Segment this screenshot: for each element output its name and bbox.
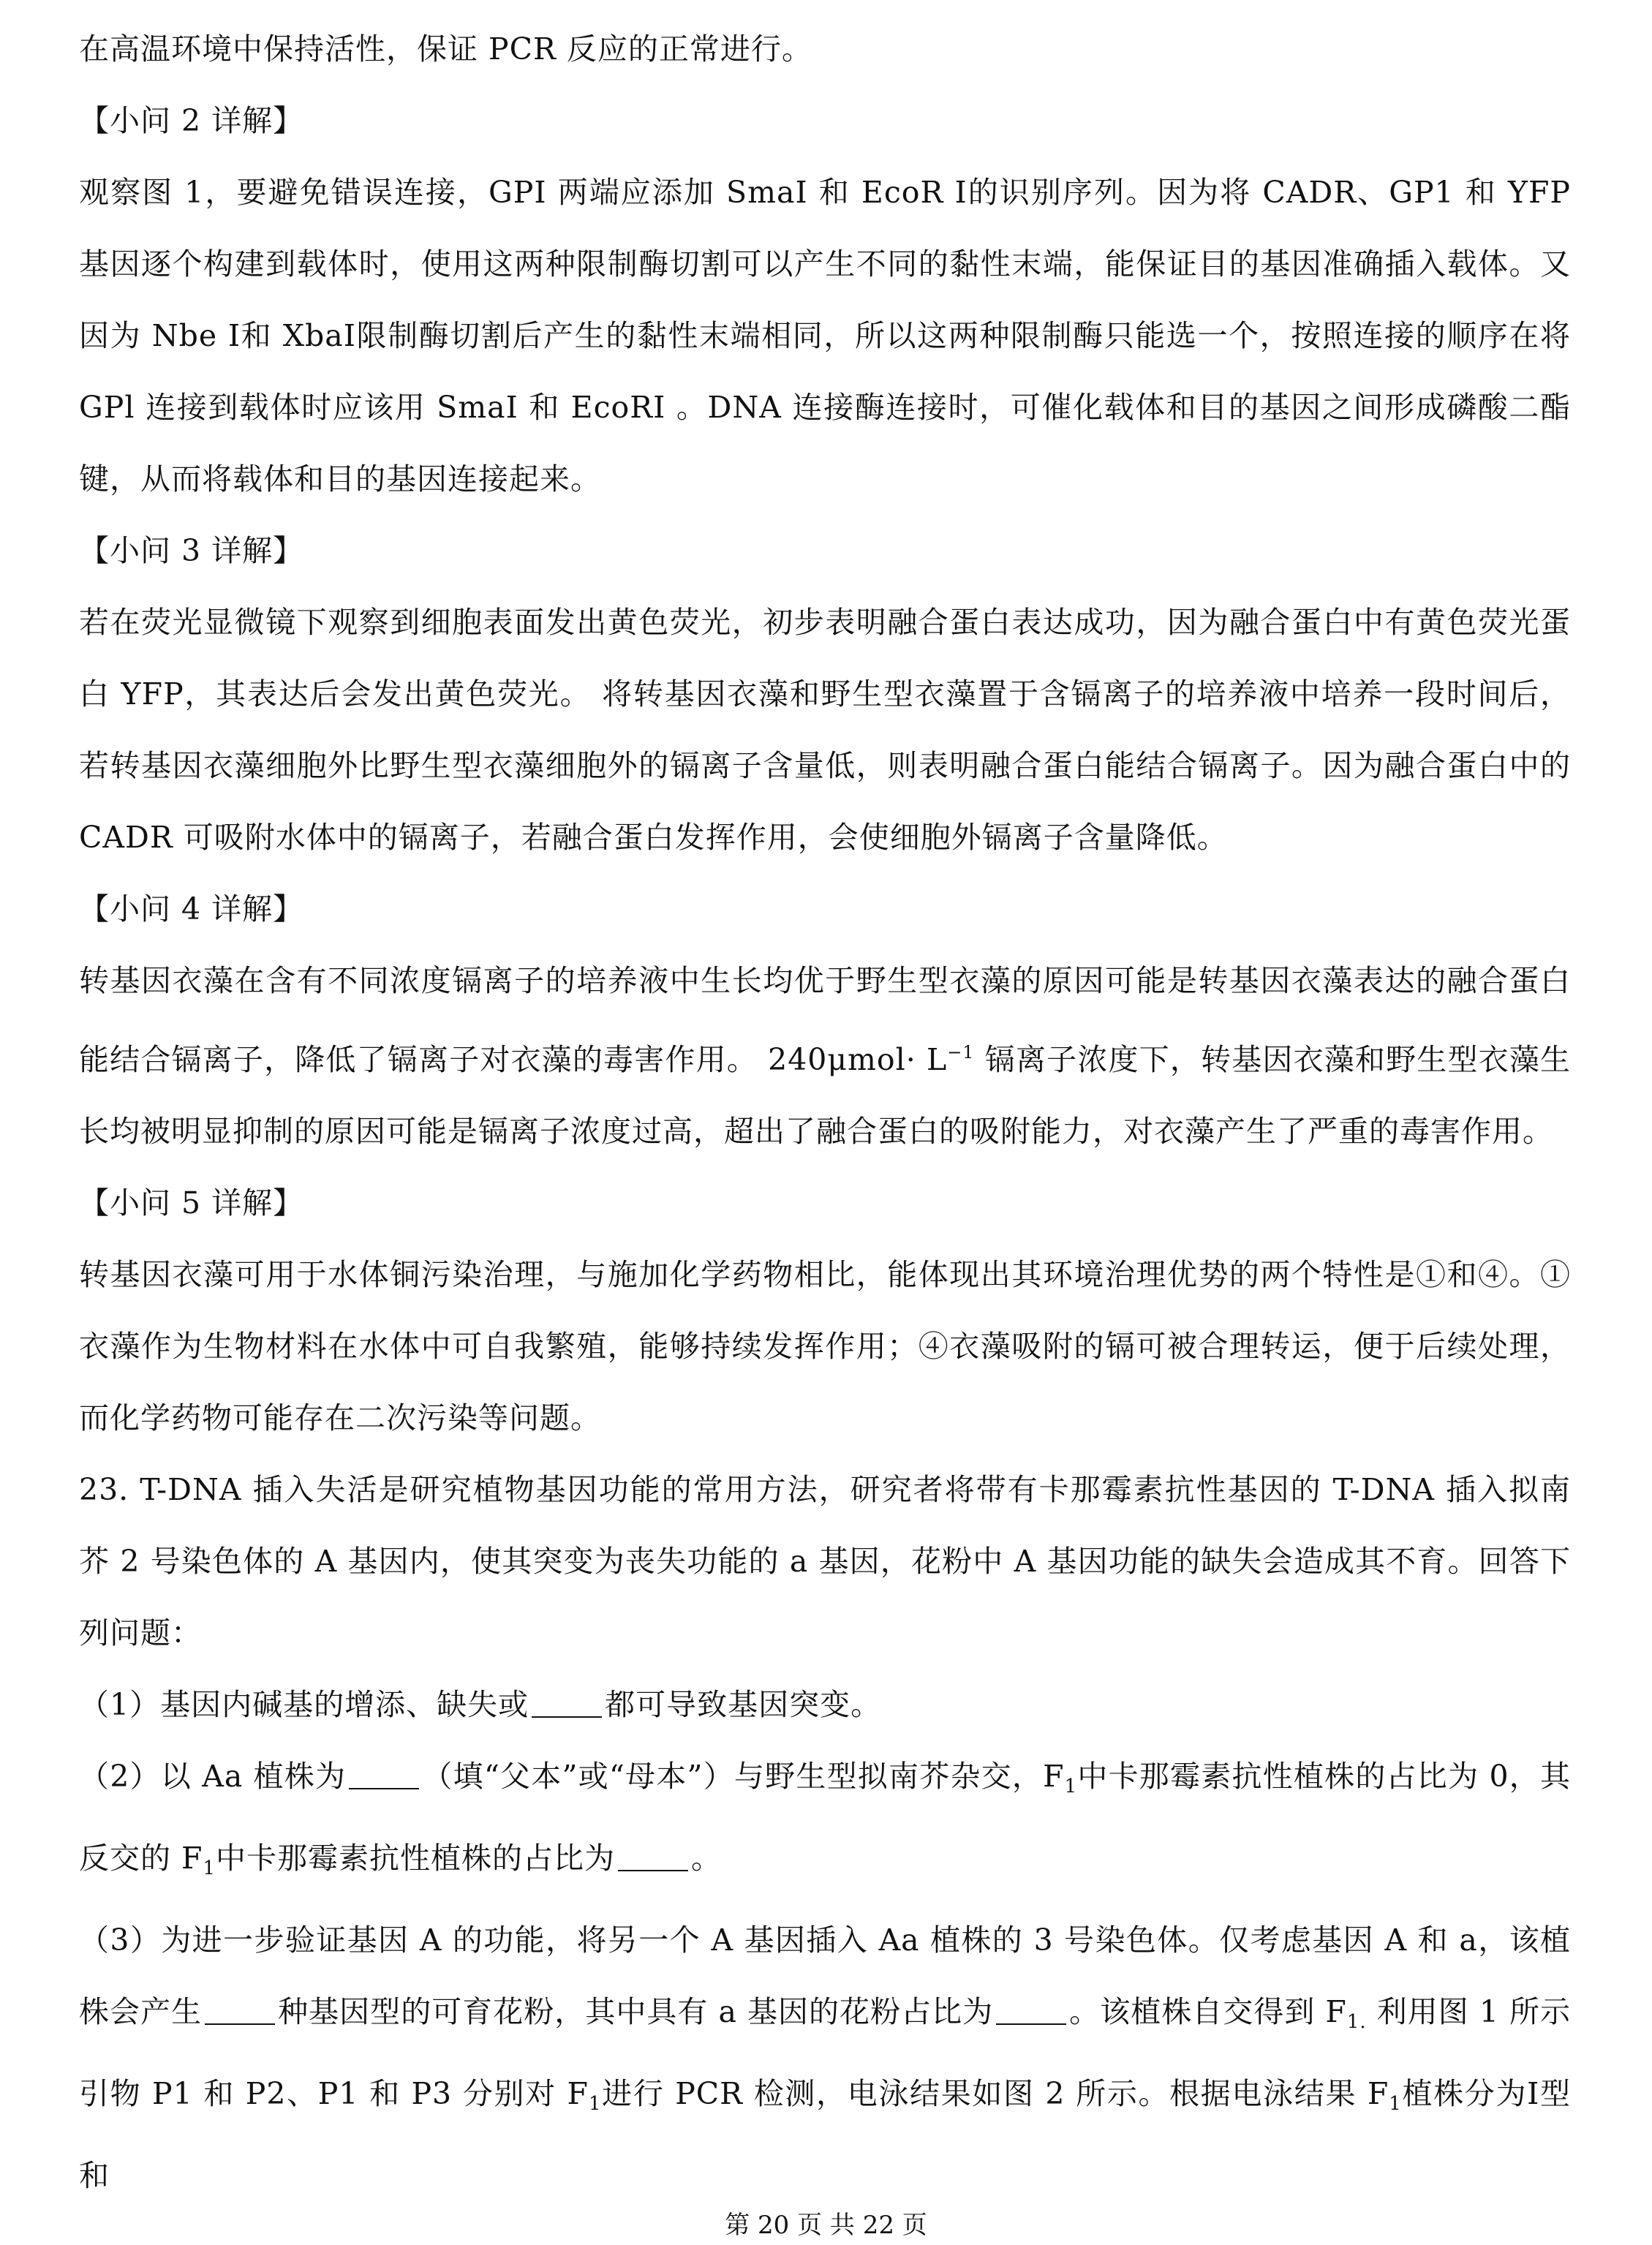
paragraph-q4-answer (79, 945, 1571, 1167)
q3-text-f: 植株分为I型和 (79, 2076, 1571, 2193)
q3-text-a: （3）为进一步验证基因 A 的功能，将另一个 A 基因插入 Aa 植株的 3 号染色体。仅考虑基因 A 和 a，该植株会产生 (79, 1923, 1571, 2029)
q1-text-a: （1）基因内碱基的增添、缺失或 (79, 1687, 529, 1722)
q2-text-d: 中卡那霉素抗性植株的占比为 (216, 1841, 616, 1876)
q3-text-c: 。该植株自交得到 F (1069, 1994, 1347, 2029)
q3-text-b: 种基因型的可育花粉，其中具有 a 基因的花粉占比为 (278, 1994, 994, 2029)
q4-text-part1: 转基因衣藻在含有不同浓度镉离子的培养液中生长均优于野生型衣藻的原因可能是转基因衣藻表达的融合蛋白能结合镉离子，降低了镉离子对衣藻的毒害作用。 240μmol· L (79, 963, 1571, 1077)
question-23-part3 (79, 1904, 1571, 2211)
q2-text-a: （2）以 Aa 植株为 (79, 1759, 347, 1794)
f1-subscript: 1. (1346, 2011, 1367, 2033)
f1-subscript: 1 (588, 2093, 602, 2115)
question-23-part1 (79, 1669, 1571, 1740)
section-heading-q4: 【小问 4 详解】 (79, 891, 304, 927)
paragraph-pcr: 在高温环境中保持活性，保证 PCR 反应的正常进行。 (79, 31, 812, 67)
answer-blank (349, 1763, 419, 1789)
q2-text-c: 中卡那霉素抗性植株的占比为 0，其反交的 F (79, 1759, 1571, 1876)
answer-blank (996, 1999, 1066, 2025)
answer-blank (618, 1845, 688, 1871)
paragraph-q5-answer: 转基因衣藻可用于水体铜污染治理，与施加化学药物相比，能体现出其环境治理优势的两个特性是①和④。①衣藻作为生物材料在水体中可自我繁殖，能够持续发挥作用；④衣藻吸附的镉可被合理转运，便于后续处理，而化学药物可能存在二次污染等问题。 (79, 1257, 1571, 1435)
paragraph-q3-answer: 若在荧光显微镜下观察到细胞表面发出黄色荧光，初步表明融合蛋白表达成功，因为融合蛋白中有黄色荧光蛋白 YFP，其表达后会发出黄色荧光。 将转基因衣藻和野生型衣藻置于含镉离子的培养液中培养一段时间后，若转基因衣藻细胞外比野生型衣藻细胞外的镉离子含量低，则表明融合蛋白能结合镉离子。因为融合蛋白中的 CADR 可吸附水体中的镉离子，若融合蛋白发挥作用，会使细胞外镉离子含量降低。 (79, 605, 1571, 855)
f1-subscript: 1 (1064, 1776, 1078, 1797)
page-number-footer: 第 20 页 共 22 页 (725, 2211, 927, 2240)
page-content (79, 13, 1571, 2211)
answer-blank (532, 1691, 602, 1718)
section-heading-q3: 【小问 3 详解】 (79, 533, 304, 568)
f1-subscript: 1 (1389, 2093, 1402, 2115)
q1-text-b: 都可导致基因突变。 (605, 1687, 882, 1722)
q2-text-e: 。 (691, 1841, 723, 1876)
f1-subscript: 1 (203, 1857, 216, 1879)
question-23-part2 (79, 1740, 1571, 1904)
q3-text-d: 利用图 1 所示引物 P1 和 P2、P1 和 P3 分别对 F (79, 1994, 1572, 2111)
answer-blank (205, 1999, 275, 2025)
section-heading-q2: 【小问 2 详解】 (79, 103, 304, 138)
q2-text-b: （填“父本”或“母本”）与野生型拟南芥杂交，F (422, 1759, 1065, 1794)
unit-superscript: −1 (947, 1042, 975, 1063)
paragraph-q2-answer: 观察图 1，要避免错误连接，GPI 两端应添加 SmaI 和 EcoR I的识别序列。因为将 CADR、GP1 和 YFP 基因逐个构建到载体时，使用这两种限制酶切割可以产生不同的黏性末端，能保证目的基因准确插入载体。又因为 Nbe I和 XbaI限制酶切割后产生的黏性末端相同，所以这两种限制酶只能选一个，按照连接的顺序在将 GPl 连接到载体时应该用 SmaI 和 EcoRI 。DNA 连接酶连接时，可催化载体和目的基因之间形成磷酸二酯键，从而将载体和目的基因连接起来。 (79, 175, 1571, 497)
q4-text-part2: 镉离子浓度下，转基因衣藻和野生型衣藻生长均被明显抑制的原因可能是镉离子浓度过高，超出了融合蛋白的吸附能力，对衣藻产生了严重的毒害作用。 (79, 1042, 1571, 1149)
q3-text-e: 进行 PCR 检测，电泳结果如图 2 所示。根据电泳结果 F (601, 2076, 1389, 2111)
section-heading-q5: 【小问 5 详解】 (79, 1185, 304, 1220)
question-23-stem: 23. T-DNA 插入失活是研究植物基因功能的常用方法，研究者将带有卡那霉素抗性基因的 T-DNA 插入拟南芥 2 号染色体的 A 基因内，使其突变为丧失功能的 a 基因，花粉中 A 基因功能的缺失会造成其不育。回答下列问题： (79, 1472, 1571, 1650)
